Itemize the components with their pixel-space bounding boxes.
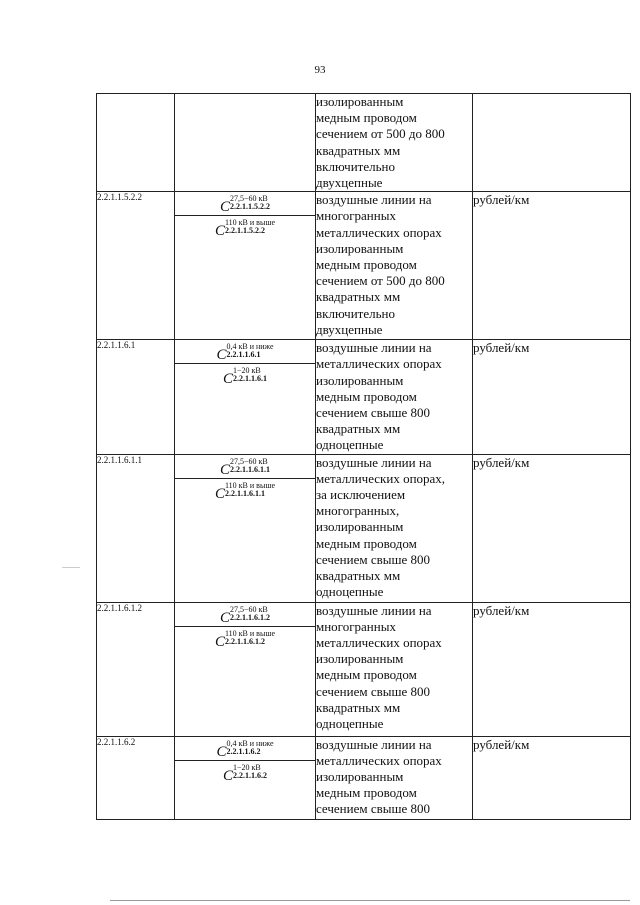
description-line: сечением свыше 800 [316, 551, 431, 567]
rate-symbol [175, 479, 315, 503]
symbol-letter: C [214, 223, 225, 240]
symbol-letter: C [222, 371, 233, 388]
code-subscript: 2.2.1.1.6.1.2 [230, 612, 270, 622]
page-bottom-line [110, 900, 630, 901]
description-line: металлических опорах [316, 635, 442, 651]
description-line: квадратных мм [316, 699, 401, 715]
description-line: квадратных мм [316, 142, 401, 158]
rate-symbol [175, 627, 315, 651]
code-subscript: 2.2.1.1.6.2 [233, 770, 267, 780]
voltage-superscript: 27,5−60 кВ [230, 456, 268, 466]
row-description [316, 340, 473, 454]
code-subscript: 2.2.1.1.6.1.2 [224, 636, 265, 646]
voltage-superscript: 27,5−60 кВ [230, 194, 268, 204]
rate-symbol [175, 737, 315, 761]
description-line: воздушные линии на [316, 192, 432, 208]
code-subscript: 2.2.1.1.5.2.2 [230, 202, 270, 212]
rate-symbol [175, 364, 315, 388]
row-unit: рублей/км [473, 340, 631, 454]
description-line: сечением от 500 до 800 [316, 126, 445, 142]
symbol-letter: C [219, 609, 230, 626]
row-code [97, 94, 175, 192]
description-line: металлических опорах, [316, 470, 446, 486]
voltage-superscript: 110 кВ и выше [224, 628, 276, 638]
row-description [316, 602, 473, 736]
description-line: медным проводом [316, 785, 417, 801]
description-line: изолированным [316, 519, 404, 535]
description-line: квадратных мм [316, 568, 401, 584]
row-unit: рублей/км [473, 192, 631, 340]
description-line: металлических опорах [316, 224, 442, 240]
symbol-letter: C [214, 485, 225, 502]
description-line: изолированным [316, 769, 404, 785]
row-code: 2.2.1.1.6.1 [97, 340, 175, 454]
description-line: воздушные линии на [316, 340, 432, 356]
row-unit: рублей/км [473, 454, 631, 602]
symbol-letter: C [216, 743, 227, 760]
page-number: 93 [314, 64, 326, 76]
description-line: многогранных [316, 208, 396, 224]
description-line: изолированным [316, 372, 404, 388]
rate-symbols-cell [175, 454, 316, 602]
rate-symbol [175, 216, 315, 240]
description-line: многогранных [316, 618, 396, 634]
description-line: сечением свыше 800 [316, 405, 431, 421]
tariff-table [96, 93, 631, 820]
table-row [97, 736, 631, 819]
description-line: металлических опорах [316, 356, 442, 372]
voltage-superscript: 0,4 кВ и ниже [226, 738, 274, 748]
code-subscript: 2.2.1.1.6.1 [233, 374, 267, 384]
rate-symbols-cell [175, 736, 316, 819]
symbol-letter: C [222, 767, 233, 784]
description-line: одноцепные [316, 437, 384, 453]
table-row [97, 602, 631, 736]
rate-symbol [175, 603, 315, 627]
voltage-superscript: 0,4 кВ и ниже [226, 342, 274, 352]
symbol-letter: C [214, 633, 225, 650]
code-subscript: 2.2.1.1.5.2.2 [224, 226, 265, 236]
symbol-letter: C [219, 461, 230, 478]
rate-symbols-cell [175, 192, 316, 340]
rate-symbol [175, 340, 315, 364]
row-code: 2.2.1.1.6.2 [97, 736, 175, 819]
description-line: изолированным [316, 94, 404, 109]
description-line: изолированным [316, 240, 404, 256]
table-row [97, 192, 631, 340]
row-unit: рублей/км [473, 736, 631, 819]
row-code: 2.2.1.1.6.1.1 [97, 454, 175, 602]
rate-symbols-cell [175, 340, 316, 454]
row-description [316, 454, 473, 602]
description-line: медным проводом [316, 667, 417, 683]
description-line: металлических опорах [316, 752, 442, 768]
scan-artifact [62, 567, 80, 568]
description-line: медным проводом [316, 535, 417, 551]
table-row [97, 454, 631, 602]
rate-symbols-cell [175, 602, 316, 736]
row-unit: рублей/км [473, 602, 631, 736]
description-line: воздушные линии на [316, 602, 432, 618]
row-description [316, 94, 473, 192]
description-line: сечением свыше 800 [316, 801, 431, 817]
code-subscript: 2.2.1.1.6.1.1 [230, 464, 270, 474]
description-line: сечением от 500 до 800 [316, 273, 445, 289]
code-subscript: 2.2.1.1.6.1.1 [224, 488, 265, 498]
description-line: медным проводом [316, 388, 417, 404]
description-line: воздушные линии на [316, 454, 432, 470]
code-subscript: 2.2.1.1.6.2 [226, 746, 261, 756]
description-line: одноцепные [316, 716, 384, 732]
description-line: сечением свыше 800 [316, 683, 431, 699]
description-line: одноцепные [316, 584, 384, 600]
description-line: воздушные линии на [316, 736, 432, 752]
description-line: за исключением [316, 487, 406, 503]
row-unit [473, 94, 631, 192]
table-row [97, 340, 631, 454]
row-description [316, 192, 473, 340]
voltage-superscript: 1−20 кВ [233, 762, 261, 772]
description-line: двухцепные [316, 175, 383, 191]
description-line: медным проводом [316, 110, 417, 126]
description-line: включительно [316, 305, 395, 321]
row-description [316, 736, 473, 819]
description-line: включительно [316, 158, 395, 174]
row-code: 2.2.1.1.6.1.2 [97, 602, 175, 736]
symbol-letter: C [219, 199, 230, 216]
description-line: многогранных, [316, 503, 400, 519]
description-line: квадратных мм [316, 421, 401, 437]
rate-symbol [175, 455, 315, 479]
voltage-superscript: 1−20 кВ [233, 366, 261, 376]
rate-symbols-cell [175, 94, 316, 192]
rate-symbol [175, 761, 315, 785]
description-line: изолированным [316, 651, 404, 667]
voltage-superscript: 110 кВ и выше [224, 480, 276, 490]
table-row [97, 94, 631, 192]
symbol-letter: C [216, 347, 227, 364]
code-subscript: 2.2.1.1.6.1 [226, 350, 261, 360]
description-line: двухцепные [316, 321, 383, 337]
description-line: квадратных мм [316, 289, 401, 305]
description-line: медным проводом [316, 257, 417, 273]
rate-symbol [175, 192, 315, 216]
voltage-superscript: 110 кВ и выше [224, 218, 276, 228]
row-code: 2.2.1.1.5.2.2 [97, 192, 175, 340]
voltage-superscript: 27,5−60 кВ [230, 604, 268, 614]
